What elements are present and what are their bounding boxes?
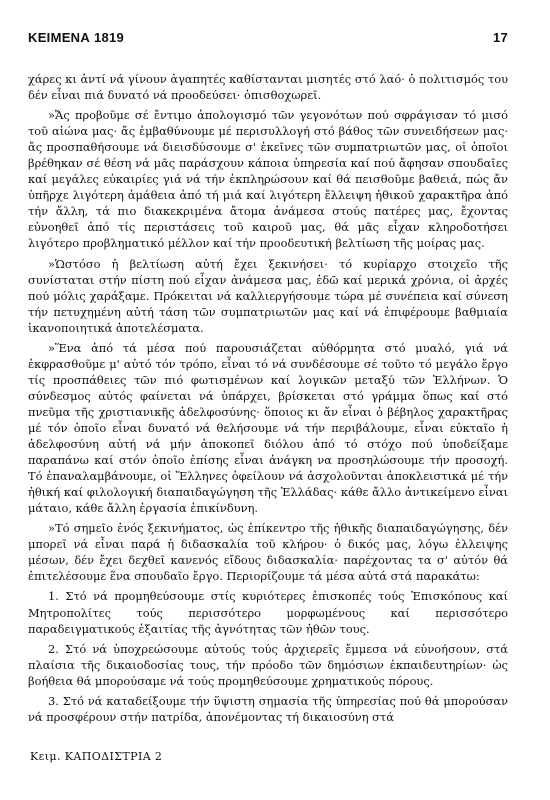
list-item-3: 3. Στό νά καταδείξουμε τήν ὕψιστη σημασία τῆς ὑπηρεσίας πού θά μπορούσαν νά προσφέρουν στήν πατρίδα, ἀπονέμοντας τή δικαιοσύνη στά: [28, 693, 508, 724]
running-header: [28, 30, 508, 71]
paragraph-continuation: χάρες κι ἀντί νά γίνουν ἀγαπητές καθίστανται μισητές στό λαό· ὁ πολιτισμός του δέν εἶναι πιά δυνατό νά προοδεύσει· ὀπισθοχωρεῖ.: [28, 72, 508, 103]
body-text: [28, 71, 508, 725]
list-item-2: 2. Στό νά ὑποχρεώσουμε αὐτούς τούς ἀρχιερεῖς ἔμμεσα νά εὐνοήσουν, στά πλαίσια τῆς δικαιοδοσίας τους, τήν πρόοδο τῶν δημόσιων ἐκπαιδευτηρίων· ὡς βοήθεια θά μπορούσαμε νά τούς προμηθεύσουμε χρηματικούς πόρους.: [28, 641, 508, 688]
running-title: ΚΕΙΜΕΝΑ 1819: [28, 30, 125, 45]
page-number: 17: [492, 30, 508, 45]
signature-mark: Κειμ. ΚΑΠΟΔΙΣΤΡΙΑ 2: [30, 750, 163, 763]
paragraph-means-union: »Ἕνα ἀπό τά μέσα πού παρουσιάζεται αὐθόρμητα στό μυαλό, γιά νά ἐκφρασθοῦμε μ' αὐτό τόν τρόπο, εἶναι τό νά συνδέσουμε σέ τοῦτο τό μεγάλο ἔργο τίς προσπάθειες τῶν πιό φωτισμένων καί λογικῶν μεταξύ τῶν Ἑλλήνων. Ὁ σύνδεσμος αὐτός φαίνεται νά ὑπάρχει, βρίσκεται στό γράμμα ὅπως καί στό πνεῦμα τῆς χριστιανικῆς ἀδελφοσύνης· ὅποιος κι ἄν εἶναι ὁ βέβηλος χαρακτῆρας μέ τόν ὁποῖο εἶναι δυνατό νά θελήσουμε νά τήν περιβάλουμε, εἶναι εὐκταῖο ἡ ἀδελφοσύνη αὐτή νά μήν ἀποκοπεῖ διόλου ἀπό τό στόχο πού ὑποδείξαμε παραπάνω καί στόν ὁποῖο ἐπίσης εἶναι ἀνάγκη να προσηλώσουμε τήν προσοχή. Τό ἐπαναλαμβάνουμε, οἱ Ἕλληνες ὀφείλουν νά ἀσχολοῦνται ἀποκλειστικά μέ τήν ἠθική καί φιλολογική διαπαιδαγώγηση τῆς Ἑλλάδας· κάθε ἄλλο ἀντικείμενο εἶναι μάταιο, κάθε ἄλλη ἐργασία ἐπικίνδυνη.: [28, 340, 508, 516]
paragraph-clergy-instruction: »Τό σημεῖο ἑνός ξεκινήματος, ὡς ἐπίκεντρο τῆς ἠθικῆς διαπαιδαγώγησης, δέν μπορεῖ νά εἶναι παρά ἡ διδασκαλία τοῦ κλήρου· ὁ δικός μας, λόγω ἐλλειψης μέσων, δέν ἔχει δεχθεῖ κανενός εἴδους διδασκαλία· παρέχοντας τα σ' αὐτόν θά ἐπιτελέσουμε ἕνα σπουδαῖο ἔργο. Περιορίζουμε τά μέσα αὐτά στά παρακάτω:: [28, 521, 508, 584]
list-item-1: 1. Στό νά προμηθεύσουμε στίς κυριότερες ἐπισκοπές τούς Ἐπισκόπους καί Μητροπολίτες τούς περισσότερο μορφωμένους καί περισσότερο παραδειγματικούς ἐξαιτίας τῆς ἀγνότητας τῶν ἠθῶν τους.: [28, 589, 508, 636]
paragraph-improvement-begun: »Ὡστόσο ἡ βελτίωση αὐτή ἔχει ξεκινήσει· τό κυρίαρχο στοιχεῖο τῆς συνίσταται στήν πίστη πού εἶχαν ἀνάμεσα μας, ἐδῶ καί μερικά χρόνια, οἱ ἀρχές πού μόλις χαράξαμε. Πρόκειται νά καλλιεργήσουμε τώρα μέ συνέπεια καί σύνεση τήν πετυχημένη αὐτή τάση τῶν συμπατριωτῶν μας καί νά ἐπιφέρουμε βαθμιαία ἱκανοποιητικά ἀποτελέσματα.: [28, 256, 508, 335]
paragraph-honest-reckoning: »Ἄς προβοῦμε σέ ἔντιμο ἀπολογισμό τῶν γεγονότων πού σφράγισαν τό μισό τοῦ αἰώνα μας· ἄς ἐμβαθύνουμε μέ περισυλλογή στό βάθος τῶν συνειδήσεων μας· ἄς προσπαθήσουμε νά διεισδύσουμε σ' ἐκεῖνες τῶν συμπατριωτῶν μας, οἱ ὁποῖοι βρέθηκαν σέ θέση νά μᾶς παράσχουν κάποια ὑπηρεσία καί πού ἄφησαν σπουδαῖες καί μεγάλες εὐκαιρίες γιά νά τήν ἐκπληρώσουν καί θά πεισθοῦμε βαθειά, πώς ἄν ὑπῆρχε λιγότερη ἀμάθεια ἀπό τή μιά καί λιγότερη ἔλλειψη ἠθικοῦ χαρακτῆρα ἀπό τήν ἄλλη, τά πιο διακεκριμένα ἄτομα ἀνάμεσα στούς πατέρες μας, ἔχοντας εὐνοηθεῖ ἀπό τίς περιστάσεις τοῦ καιροῦ μας, θά μᾶς εἶχαν κληροδοτήσει λιγότερο προβληματικό μέλλον καί τήν προοδευτική βελτίωση τῆς μοίρας μας.: [28, 108, 508, 251]
